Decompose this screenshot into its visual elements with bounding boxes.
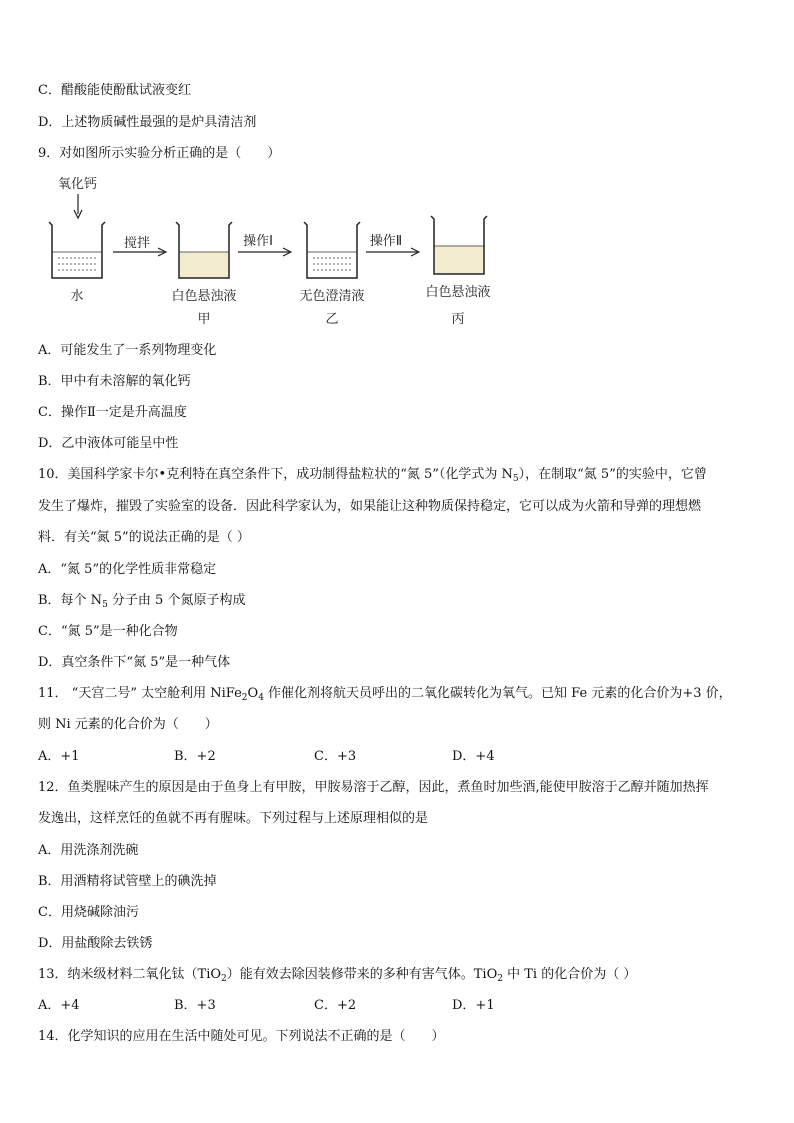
beaker-water-label: 水 <box>70 289 84 304</box>
q9-stem: 9．对如图所示实验分析正确的是（ ） <box>38 146 281 161</box>
beaker-jia-name: 甲 <box>197 312 211 327</box>
step-operation-2-label: 操作Ⅱ <box>369 234 403 249</box>
q13-option-d: D．+1 <box>452 998 495 1013</box>
step-operation-1-label: 操作Ⅰ <box>243 234 273 249</box>
beaker-bing-name: 丙 <box>451 312 465 327</box>
q10-option-d: D．真空条件下“氮 5”是一种气体 <box>38 655 231 670</box>
q12-option-c: C．用烧碱除油污 <box>38 905 139 920</box>
q11-option-c: C．+3 <box>314 749 357 764</box>
q11-option-b: B．+2 <box>174 749 216 764</box>
q13-option-b: B．+3 <box>174 998 216 1013</box>
q11-stem-line2: 则 Ni 元素的化合价为（ ） <box>38 717 218 732</box>
beaker-water <box>49 222 105 278</box>
beaker-liquid <box>434 246 484 274</box>
q10-stem-line1: 10．美国科学家卡尔•克利特在真空条件下，成功制得盐粒状的“氮 5”（化学式为 $N_5$），在制取“氮 5”的实验中，它曾 <box>38 467 707 484</box>
q9-option-a: A．可能发生了一系列物理变化 <box>38 343 217 358</box>
q10-option-c: C．“氮 5”是一种化合物 <box>38 624 178 639</box>
added-substance-label: 氧化钙 <box>58 177 98 192</box>
q13-option-c: C．+2 <box>314 998 357 1013</box>
q13-stem: 13．纳米级材料二氧化钛（TiO$_2$）能有效去除因装修带来的多种有害气体。TiO$_2$ 中 Ti 的化合价为（ ） <box>38 967 637 984</box>
beaker-yi <box>304 222 360 278</box>
beaker-jia-label: 白色悬浊液 <box>171 289 237 304</box>
q9-option-c: C．操作Ⅱ一定是升高温度 <box>38 405 187 420</box>
q10-option-a: A．“氮 5”的化学性质非常稳定 <box>38 562 217 577</box>
q10-stem-line3: 料．有关“氮 5”的说法正确的是（ ） <box>38 530 250 545</box>
q11-option-a: A．+1 <box>38 749 80 764</box>
beaker-bing-label: 白色悬浊液 <box>425 285 491 300</box>
beaker-yi-name: 乙 <box>325 312 339 327</box>
q12-option-a: A．用洗涤剂洗碗 <box>38 843 139 858</box>
q12-stem-line1: 12．鱼类腥味产生的原因是由于鱼身上有甲胺，甲胺易溶于乙醇，因此，煮鱼时加些酒,能使甲胺溶于乙醇并随加热挥 <box>38 780 709 795</box>
beaker-jia <box>176 222 232 278</box>
q12-stem-line2: 发逸出，这样烹饪的鱼就不再有腥味。下列过程与上述原理相似的是 <box>38 811 429 826</box>
q13-option-a: A．+4 <box>38 998 80 1013</box>
beaker-yi-label: 无色澄清液 <box>299 289 365 304</box>
q10-option-b: B．每个 $N_5$ 分子由 5 个氮原子构成 <box>38 593 246 610</box>
step-stir-label: 搅拌 <box>123 236 151 251</box>
q8-option-c: C．醋酸能使酚酞试液变红 <box>38 83 191 98</box>
q10-stem-line2: 发生了爆炸，摧毁了实验室的设备．因此科学家认为，如果能让这种物质保持稳定，它可以成为火箭和导弹的理想燃 <box>38 499 702 514</box>
q11-stem-line1: 11． “天宫二号” 太空舱利用 $NiFe_2O_4$ 作催化剂将航天员呼出的二氧化碳转化为氧气。已知 Fe 元素的化合价为+3 价， <box>38 686 732 703</box>
q9-option-b: B．甲中有未溶解的氧化钙 <box>38 374 191 389</box>
beaker-liquid <box>179 252 229 278</box>
q11-option-d: D．+4 <box>452 749 495 764</box>
q8-option-d: D．上述物质碱性最强的是炉具清洁剂 <box>38 115 257 130</box>
q9-experiment-figure <box>40 172 500 332</box>
q14-stem: 14．化学知识的应用在生活中随处可见。下列说法不正确的是（ ） <box>38 1029 445 1044</box>
q9-option-d: D．乙中液体可能呈中性 <box>38 436 179 451</box>
beaker-bing <box>431 216 487 274</box>
q12-option-b: B．用酒精将试管壁上的碘洗掉 <box>38 874 217 889</box>
q12-option-d: D．用盐酸除去铁锈 <box>38 936 153 951</box>
